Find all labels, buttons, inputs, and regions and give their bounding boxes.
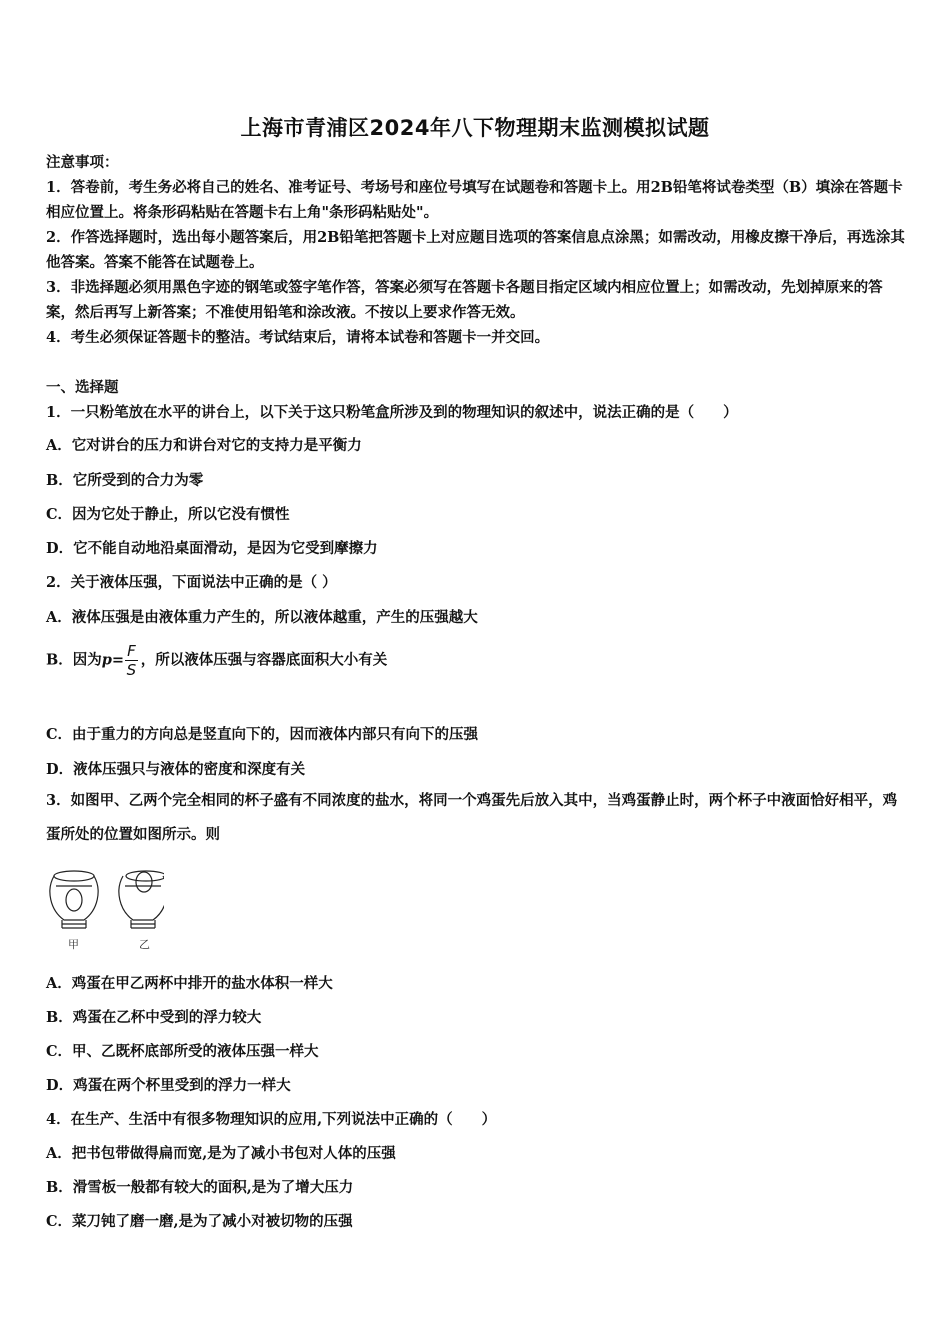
egg-in-yi bbox=[136, 872, 152, 892]
notice-heading: 注意事项： bbox=[46, 154, 119, 171]
label-jia: 甲 bbox=[68, 938, 79, 951]
q2-option-b-suffix: ，所以液体压强与容器底面积大小有关 bbox=[140, 651, 388, 669]
label-yi: 乙 bbox=[139, 938, 150, 951]
q2-option-a: A．液体压强是由液体重力产生的，所以液体越重，产生的压强越大 bbox=[46, 609, 478, 626]
q3-option-b: B．鸡蛋在乙杯中受到的浮力较大 bbox=[46, 1009, 262, 1026]
q1-option-a: A．它对讲台的压力和讲台对它的支持力是平衡力 bbox=[46, 437, 362, 454]
fraction-numerator: F bbox=[127, 642, 136, 660]
q4-option-a: A．把书包带做得扁而宽,是为了减小书包对人体的压强 bbox=[46, 1145, 396, 1162]
page-title: 上海市青浦区2024年八下物理期末监测模拟试题 bbox=[240, 116, 710, 140]
q3-option-d: D．鸡蛋在两个杯里受到的浮力一样大 bbox=[46, 1077, 291, 1094]
equals-sign: = bbox=[111, 651, 125, 669]
q4-stem: 4．在生产、生活中有很多物理知识的应用,下列说法中正确的（ ） bbox=[46, 1111, 497, 1128]
q3-option-c: C．甲、乙既杯底部所受的液体压强一样大 bbox=[46, 1043, 319, 1060]
q3-option-a: A．鸡蛋在甲乙两杯中排开的盐水体积一样大 bbox=[46, 975, 333, 992]
q1-stem: 1．一只粉笔放在水平的讲台上，以下关于这只粉笔盒所涉及到的物理知识的叙述中，说法正确的是（ ） bbox=[46, 404, 738, 421]
cups-diagram bbox=[44, 864, 164, 954]
q2-stem: 2．关于液体压强，下面说法中正确的是（ ） bbox=[46, 574, 337, 591]
cup-jia bbox=[50, 871, 98, 928]
q1-option-c: C．因为它处于静止，所以它没有惯性 bbox=[46, 506, 290, 523]
section-heading: 一、选择题 bbox=[46, 379, 119, 396]
two-cups-figure bbox=[44, 864, 164, 958]
notice-item: 4．考生必须保证答题卡的整洁。考试结束后，请将本试卷和答题卡一并交回。 bbox=[46, 329, 550, 346]
notice-item: 2．作答选择题时，选出每小题答案后，用2B铅笔把答题卡上对应题目选项的答案信息点涂黑；如需改动，用橡皮擦干净后，再选涂其他答案。答案不能答在试题卷上。 bbox=[46, 229, 905, 271]
fraction-denominator: S bbox=[126, 661, 137, 679]
q2-option-b bbox=[46, 642, 387, 679]
notice-item: 1．答卷前，考生务必将自己的姓名、准考证号、考场号和座位号填写在试题卷和答题卡上。用2B铅笔将试卷类型（B）填涂在答题卡相应位置上。将条形码粘贴在答题卡右上角"条形码粘贴处"。 bbox=[46, 179, 903, 221]
pressure-formula-fraction bbox=[125, 642, 138, 679]
notice-block bbox=[46, 150, 908, 350]
q2-option-c: C．由于重力的方向总是竖直向下的，因而液体内部只有向下的压强 bbox=[46, 726, 479, 743]
q2-option-b-prefix: B．因为 bbox=[46, 651, 102, 669]
q4-option-c: C．菜刀钝了磨一磨,是为了减小对被切物的压强 bbox=[46, 1213, 353, 1230]
q1-option-b: B．它所受到的合力为零 bbox=[46, 472, 204, 489]
cup-yi bbox=[119, 871, 164, 928]
pressure-variable: p bbox=[101, 651, 112, 669]
q2-option-d: D．液体压强只与液体的密度和深度有关 bbox=[46, 761, 306, 778]
q3-stem: 3．如图甲、乙两个完全相同的杯子盛有不同浓度的盐水，将同一个鸡蛋先后放入其中，当鸡蛋静止时，两个杯子中液面恰好相平，鸡蛋所处的位置如图所示。则 bbox=[46, 792, 898, 843]
q4-option-b: B．滑雪板一般都有较大的面积,是为了增大压力 bbox=[46, 1179, 354, 1196]
notice-item: 3．非选择题必须用黑色字迹的钢笔或签字笔作答，答案必须写在答题卡各题目指定区域内相应位置上；如需改动，先划掉原来的答案，然后再写上新答案；不准使用铅笔和涂改液。不按以上要求作答无效。 bbox=[46, 279, 883, 321]
egg-in-jia bbox=[66, 889, 82, 911]
q1-option-d: D．它不能自动地沿桌面滑动，是因为它受到摩擦力 bbox=[46, 540, 378, 557]
